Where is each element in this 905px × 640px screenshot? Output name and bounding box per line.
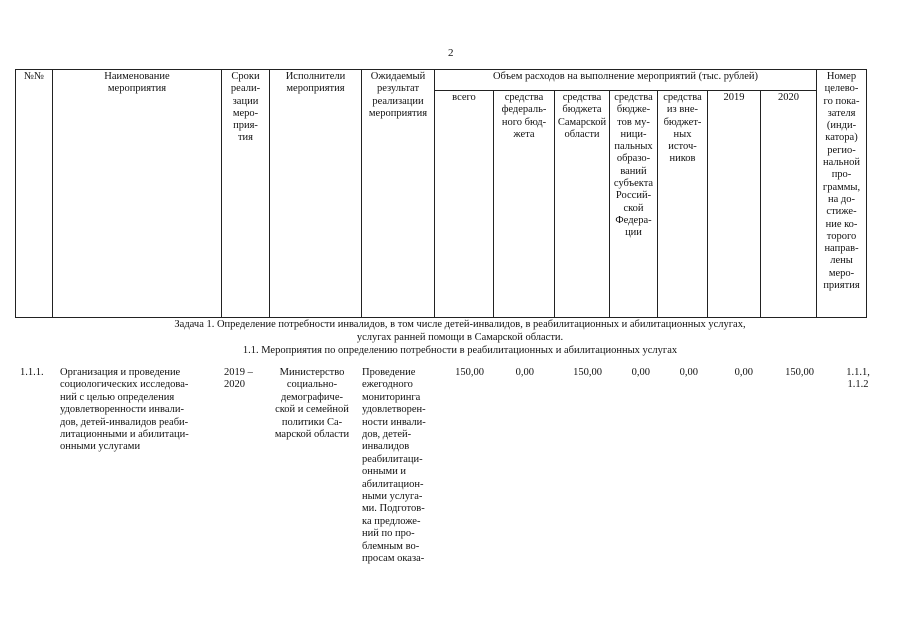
r-res-line: ка предложе- [362,515,421,527]
r-name-line: ний с целью определения [60,391,175,403]
subheader-extra [658,91,708,318]
h-terms-line: реали- [230,83,261,95]
subheader-2019: 2019 [708,91,761,318]
r-terms-line: 2020 [224,379,245,391]
r-name-line: социологических исследова- [60,379,189,391]
h-fed-line: ного бюд- [501,116,547,128]
task-line-1: Задача 1. Определение потребности инвалидов, в том числе детей-инвалидов, в реабилитационных и абилитационных услугах, [174,319,746,330]
subheader-2020: 2020 [761,91,817,318]
row-2020: 150,00 [785,367,814,378]
h-ind-line: го пока- [823,95,860,107]
h-terms-line: тия [237,132,254,144]
h-exec-line: Исполнители [285,71,346,82]
h-reg-line: средства [562,92,602,103]
h-ind-line: на до- [828,193,855,205]
h-mun-line: средства [614,92,653,103]
h-ind-line: (инди- [826,120,857,132]
row-extra: 0,00 [679,367,698,378]
r-res-line: дов, детей- [362,429,412,441]
h-ind-line: торого [826,230,857,242]
row-regional: 150,00 [573,367,602,378]
r-name-line: Организация и проведение [60,367,181,378]
header-col-result [362,70,435,318]
r-res-line: инвалидов [362,441,410,453]
h-res-line: реализации [372,95,424,107]
r-terms-line: 2019 – [224,367,253,378]
h-mun-line: пальных [614,141,653,153]
h-ind-line: целево- [824,83,859,95]
h-terms-line: прия- [233,120,258,132]
h-mun-line: бюдже- [616,104,651,116]
header-col-executors [270,70,362,318]
r-name-line: онными услугами [60,441,141,453]
r-exec-line: ской и семейной [275,404,349,416]
h-mun-line: ской [623,202,644,214]
h-ind-line: приятия [823,280,860,292]
row-indicator [836,367,880,392]
header-table [15,69,867,318]
row-result [362,367,436,566]
h-ext-line: средства [663,92,702,103]
header-col-indicator [817,70,867,318]
r-res-line: ности инвали- [362,416,426,428]
h-terms-line: меро- [232,107,259,119]
r-res-line: мониторинга [362,391,421,403]
r-exec-line: социально- [286,379,338,391]
h-ind-line: граммы, [822,181,861,193]
row-name [60,367,212,454]
h-ind-line: нальной [823,157,860,169]
row-2019: 0,00 [734,367,753,378]
r-exec-line: марской области [274,429,350,441]
row-terms [224,367,268,392]
h-reg-line: области [564,128,600,140]
h-mun-line: субъекта [613,178,654,190]
h-mun-line: тов му- [617,116,650,128]
h-ext-line: ников [669,153,696,165]
r-res-line: удовлетворен- [362,404,426,416]
task-line-2: услугах ранней помощи в Самарской области. [356,331,564,343]
subheader-regional [555,91,610,318]
r-res-line: просам оказа- [362,553,425,565]
row-federal: 0,00 [515,367,534,378]
h-mun-line: Россий- [615,190,652,202]
h-mun-line: Федера- [615,214,652,226]
header-col-number: №№ [16,70,53,318]
r-res-line: ежегодного [362,379,413,391]
row-municipal: 0,00 [631,367,650,378]
h-ext-line: источ- [668,141,697,153]
h-res-line: результат [376,83,420,95]
h-reg-line: Самарской [557,116,607,128]
header-col-terms [222,70,270,318]
h-ind-line: зателя [827,107,856,119]
r-res-line: онными и [362,466,407,478]
r-ind-line: 1.1.1, [846,367,870,378]
h-ext-line: из вне- [666,104,699,116]
h-mun-line: образо- [616,153,651,165]
h-ind-line: про- [831,169,852,181]
h-res-line: Ожидаемый [370,71,426,82]
r-res-line: Проведение [362,367,416,378]
h-fed-line: федераль- [501,104,547,116]
h-mun-line: ваний [620,165,647,177]
subheader-municipal [610,91,658,318]
r-name-line: литационными и абилитаци- [60,429,189,441]
subheader-total: всего [435,91,494,318]
r-exec-line: Министерство [279,367,345,378]
header-col-name: Наименование мероприятия [53,70,222,318]
r-res-line: блемным во- [362,540,420,552]
h-mun-line: ници- [620,128,647,140]
r-exec-line: политики Са- [281,416,343,428]
header-col-volume: Объем расходов на выполнение мероприятий (тыс. рублей) [435,70,817,91]
task-heading [60,319,860,344]
subsection-heading: 1.1. Мероприятия по определению потребности в реабилитационных и абилитационных услугах [242,345,678,356]
h-res-line: мероприятия [368,107,428,119]
h-ind-line: ние ко- [825,218,858,230]
r-res-line: ний по про- [362,528,415,540]
row-number: 1.1.1. [20,367,44,378]
r-res-line: реабилитаци- [362,453,423,465]
h-ext-line: ных [673,128,692,140]
h-ind-line: направ- [824,243,859,255]
row-executor [264,367,360,441]
r-res-line: абилитацион- [362,478,424,490]
h-ind-line: регио- [827,144,856,156]
h-mun-line: ции [625,227,642,239]
h-ind-line: меро- [828,267,855,279]
h-exec-line: мероприятия [286,83,345,95]
h-terms-line: зации [232,95,259,107]
h-fed-line: жета [513,128,535,140]
h-ext-line: бюджет- [663,116,702,128]
row-total: 150,00 [455,367,484,378]
r-res-line: ми. Подготов- [362,503,425,515]
h-ind-line: катора) [825,132,858,144]
page-number: 2 [448,47,454,59]
h-ind-line: Номер [826,71,857,82]
r-ind-line: 1.1.2 [847,379,869,391]
r-name-line: дов, детей-инвалидов реаби- [60,416,189,428]
h-reg-line: бюджета [562,104,602,116]
h-ind-line: лены [830,255,853,267]
h-ind-line: стиже- [826,206,857,218]
r-exec-line: демографиче- [281,391,343,403]
h-terms-line: Сроки [231,71,260,82]
subheader-federal [494,91,555,318]
r-res-line: ными услуга- [362,491,423,503]
h-fed-line: средства [504,92,544,103]
r-name-line: удовлетворенности инвали- [60,404,184,416]
